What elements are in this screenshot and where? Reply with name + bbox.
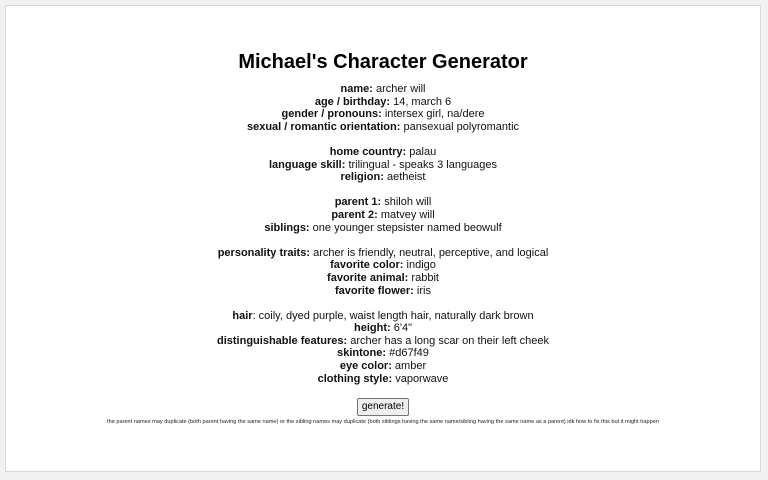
info-label: hair <box>232 309 253 322</box>
info-label: eye color: <box>339 360 392 373</box>
info-value: matvey will <box>380 208 435 221</box>
info-label: home country: <box>329 145 407 158</box>
info-row-name <box>6 83 760 96</box>
info-row-height <box>6 322 760 335</box>
info-row-parent-2 <box>6 209 760 222</box>
info-row-language-skill <box>6 159 760 172</box>
info-row-favorite-animal <box>6 272 760 285</box>
character-info <box>6 83 760 385</box>
spacer <box>6 133 760 146</box>
spacer <box>6 184 760 197</box>
info-value: indigo <box>406 259 436 272</box>
spacer <box>6 297 760 310</box>
info-value: shiloh will <box>384 196 432 209</box>
info-label: parent 2: <box>331 208 378 221</box>
info-row-age <box>6 96 760 109</box>
info-label: distinguishable features: <box>217 334 348 347</box>
info-value: 6'4" <box>393 322 412 335</box>
info-label: favorite color: <box>330 259 404 272</box>
info-label: clothing style: <box>317 372 393 385</box>
info-value: intersex girl, na/dere <box>384 108 485 121</box>
info-label: parent 1: <box>334 196 382 209</box>
info-value: archer has a long scar on their left cheek <box>350 334 549 347</box>
page <box>5 5 761 472</box>
info-value: aetheist <box>386 171 426 184</box>
spacer <box>6 234 760 247</box>
info-label: height: <box>354 322 391 335</box>
info-label: gender / pronouns: <box>281 108 382 121</box>
page-title: Michael's Character Generator <box>238 51 528 73</box>
info-label: siblings: <box>264 221 310 234</box>
info-label: age / birthday: <box>314 95 391 108</box>
info-label: personality traits: <box>217 246 311 259</box>
button-container <box>6 396 760 416</box>
info-row-siblings <box>6 222 760 235</box>
info-row-clothing-style <box>6 373 760 386</box>
generate-button[interactable]: generate! <box>357 398 409 416</box>
info-label: favorite animal: <box>327 271 409 284</box>
info-value: archer is friendly, neutral, perceptive, and logical <box>313 246 549 259</box>
info-value: rabbit <box>411 271 439 284</box>
info-label: favorite flower: <box>335 284 414 297</box>
info-value: amber <box>394 360 427 373</box>
info-row-home-country <box>6 146 760 159</box>
info-label: religion: <box>340 171 384 184</box>
info-label: sexual / romantic orientation: <box>246 120 401 133</box>
info-value: 14, march 6 <box>393 95 452 108</box>
info-row-religion <box>6 171 760 184</box>
info-row-hair <box>6 310 760 323</box>
footnote: the parent names may duplicate (both parent having the same name) or the sibling names may duplicate (both siblings having the same name/sibling having the same name as a parent) idk how to fix this but it might happen <box>107 419 659 425</box>
info-value: : coily, dyed purple, waist length hair, naturally dark brown <box>252 309 534 322</box>
info-row-parent-1 <box>6 196 760 209</box>
info-value: one younger stepsister named beowulf <box>312 221 502 234</box>
info-row-eye-color <box>6 360 760 373</box>
info-label: name: <box>340 83 373 95</box>
info-value: pansexual polyromantic <box>403 120 520 133</box>
info-row-orientation <box>6 121 760 134</box>
info-row-gender <box>6 108 760 121</box>
info-value: archer will <box>375 83 426 95</box>
info-label: skintone: <box>337 347 387 360</box>
info-value: iris <box>416 284 431 297</box>
info-label: language skill: <box>268 158 346 171</box>
info-row-skintone <box>6 347 760 360</box>
info-value: palau <box>409 145 437 158</box>
info-value: #d67f49 <box>389 347 429 360</box>
info-value: trilingual - speaks 3 languages <box>348 158 498 171</box>
info-row-features <box>6 335 760 348</box>
info-row-personality <box>6 247 760 260</box>
info-row-favorite-color <box>6 259 760 272</box>
info-row-favorite-flower <box>6 285 760 298</box>
info-value: vaporwave <box>395 372 449 385</box>
